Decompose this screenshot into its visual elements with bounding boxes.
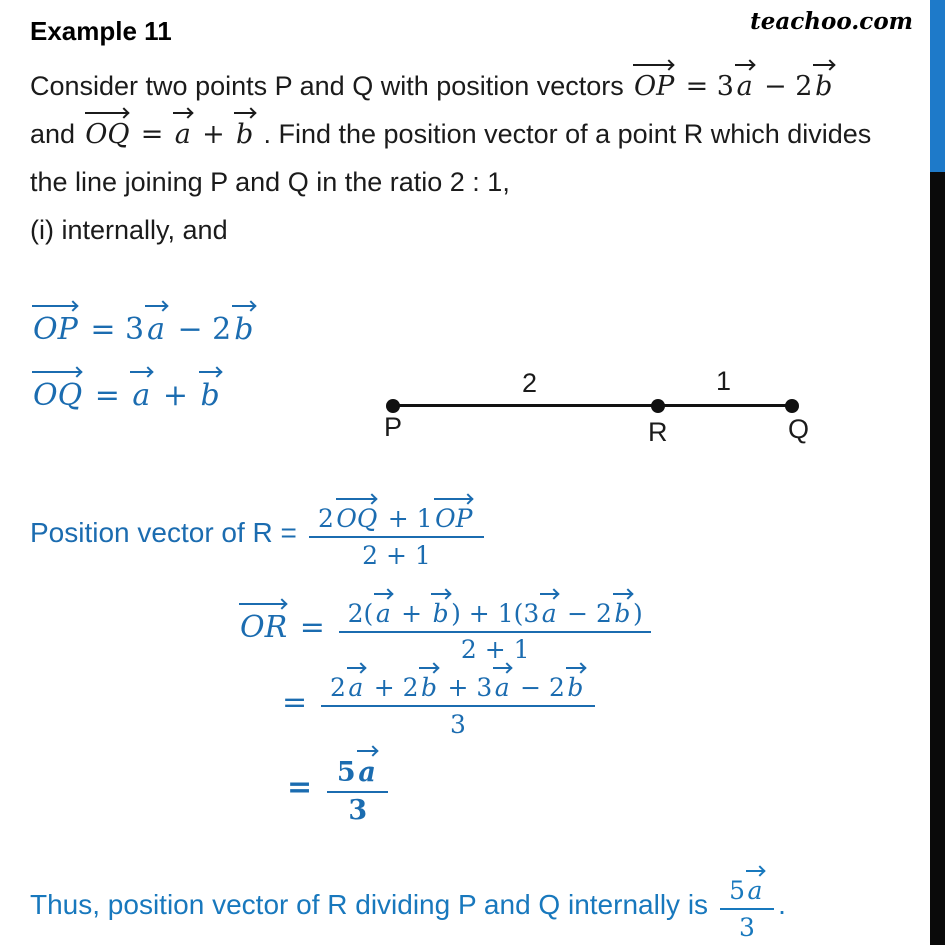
vector-symbol: b: [567, 672, 584, 702]
fraction-denominator: [362, 538, 431, 571]
vector-symbol: OP: [634, 71, 675, 102]
math-run: − 2: [512, 672, 565, 702]
point-q-label: Q: [788, 414, 810, 444]
fraction-numerator: [720, 867, 773, 910]
problem-line-1: [30, 62, 835, 110]
math-run: +: [153, 378, 198, 413]
vector-arrow-icon: [746, 870, 763, 872]
vector-arrow-icon: [431, 593, 449, 595]
vector-b: [231, 312, 256, 347]
result-equation: [287, 748, 393, 826]
conclusion-line: [30, 870, 786, 940]
fraction-denominator: [739, 910, 755, 943]
text-run: Thus, position vector of R dividing P and Q internally is: [30, 889, 716, 920]
math-run: − 2: [755, 71, 813, 102]
ratio-label-right: 1: [716, 366, 732, 396]
brand-logo: teachoo.com: [750, 8, 913, 35]
right-edge-blue-bar: [930, 0, 945, 172]
text-run: and: [30, 119, 83, 149]
position-vector-formula: [30, 495, 488, 571]
problem-line-3: [30, 158, 510, 206]
vector-arrow-icon: [613, 593, 631, 595]
vector-arrow-icon: [540, 593, 557, 595]
vector-b: [233, 121, 256, 148]
vector-symbol: OQ: [336, 503, 378, 533]
math-run: =: [287, 769, 323, 805]
math-run: − 2: [559, 599, 612, 629]
point-r-dot: [651, 399, 665, 413]
math-run: = 3: [80, 312, 145, 347]
fraction: [309, 495, 483, 571]
vector-a: [144, 312, 168, 347]
math-run: 5: [336, 756, 356, 788]
fraction: [321, 664, 595, 740]
ratio-label-left: 2: [522, 368, 538, 398]
vector-arrow-icon: [130, 371, 151, 373]
vector-arrow-icon: [173, 112, 191, 114]
vector-symbol: a: [375, 599, 391, 629]
right-edge-black-bar: [930, 172, 945, 945]
vector-a: [539, 599, 559, 629]
vector-a: [356, 756, 379, 788]
given-oq-formula: [30, 378, 223, 413]
vector-arrow-icon: [85, 112, 128, 114]
vector-symbol: b: [421, 672, 438, 702]
math-run: =: [132, 119, 173, 150]
vector-symbol: a: [147, 312, 165, 347]
vector-op: [631, 73, 677, 100]
vector-oq: [30, 378, 85, 413]
point-p-label: P: [384, 412, 403, 442]
vector-arrow-icon: [434, 498, 470, 500]
math-run: + 3: [439, 672, 493, 702]
math-run: 2: [317, 503, 334, 533]
vector-symbol: a: [747, 875, 763, 905]
vector-or: [237, 609, 290, 645]
vector-symbol: a: [174, 119, 191, 150]
vector-symbol: b: [815, 71, 833, 102]
vector-b: [565, 672, 586, 702]
vector-arrow-icon: [566, 667, 584, 669]
math-run: 2 + 1: [362, 540, 431, 570]
point-r-label: R: [648, 417, 668, 447]
vector-arrow-icon: [419, 667, 437, 669]
vector-arrow-icon: [336, 498, 376, 500]
vector-symbol: a: [132, 378, 151, 413]
text-run: Consider two points P and Q with position vectors: [30, 71, 632, 101]
vector-a: [129, 378, 153, 413]
vector-arrow-icon: [735, 64, 753, 66]
math-run: 2: [329, 672, 346, 702]
vector-symbol: OQ: [85, 119, 130, 150]
vector-symbol: a: [494, 672, 510, 702]
text-run: (i) internally, and: [30, 215, 228, 245]
vector-arrow-icon: [357, 750, 377, 752]
vector-a: [492, 672, 512, 702]
vector-arrow-icon: [32, 371, 79, 373]
given-op-formula: [30, 312, 256, 347]
point-p-dot: [386, 399, 400, 413]
vector-symbol: a: [358, 756, 376, 788]
vector-arrow-icon: [239, 603, 285, 605]
vector-b: [812, 73, 835, 100]
vector-symbol: b: [614, 599, 631, 629]
problem-line-4: [30, 206, 228, 254]
vector-oq: [334, 503, 380, 533]
vector-a: [745, 875, 765, 905]
vector-oq: [83, 121, 133, 148]
problem-line-2: [30, 110, 871, 158]
vector-arrow-icon: [813, 64, 833, 66]
segment-pq: [393, 404, 792, 407]
page-title: Example 11: [30, 16, 172, 46]
fraction-numerator: [339, 591, 652, 633]
vector-symbol: OP: [33, 312, 78, 347]
vector-arrow-icon: [32, 305, 76, 307]
vector-symbol: OQ: [33, 378, 83, 413]
vector-a: [346, 672, 366, 702]
fraction-denominator: [348, 793, 367, 827]
simplified-equation: [282, 660, 599, 744]
text-run: . Find the position vector of a point R which divides: [255, 119, 872, 149]
math-run: 3: [449, 709, 466, 739]
vector-symbol: b: [235, 119, 254, 150]
math-run: + 2: [365, 672, 419, 702]
vector-symbol: OR: [240, 609, 288, 645]
vector-symbol: a: [736, 71, 753, 102]
vector-b: [198, 378, 223, 413]
math-run: + 1: [379, 503, 433, 533]
vector-symbol: OP: [435, 503, 473, 533]
vector-a: [734, 73, 755, 100]
math-run: 2 + 1: [460, 635, 530, 665]
vector-arrow-icon: [633, 64, 672, 66]
vector-arrow-icon: [493, 667, 510, 669]
fraction-denominator: [450, 707, 466, 740]
fraction-numerator: [309, 495, 483, 538]
math-run: 5: [729, 875, 745, 905]
fraction-numerator: [321, 664, 595, 707]
text-run: Position vector of R =: [30, 517, 305, 548]
text-run: .: [778, 889, 786, 920]
vector-symbol: b: [432, 599, 449, 629]
vector-arrow-icon: [232, 305, 254, 307]
vector-arrow-icon: [199, 371, 221, 373]
vector-symbol: a: [348, 672, 364, 702]
vector-op: [433, 503, 475, 533]
math-run: 3: [739, 912, 755, 942]
math-run: 3: [348, 795, 368, 827]
vector-op: [30, 312, 81, 347]
math-run: =: [85, 378, 130, 413]
math-run: ) + 1(3: [451, 599, 540, 629]
vector-symbol: b: [234, 312, 254, 347]
math-run: 2(: [347, 599, 374, 629]
vector-a: [373, 599, 393, 629]
fraction: [327, 748, 388, 827]
math-run: +: [193, 119, 234, 150]
text-run: the line joining P and Q in the ratio 2 : 1,: [30, 167, 510, 197]
math-run: =: [290, 610, 335, 645]
point-q-dot: [785, 399, 799, 413]
math-run: = 3: [677, 71, 734, 102]
vector-arrow-icon: [347, 667, 364, 669]
vector-arrow-icon: [234, 112, 254, 114]
fraction-numerator: [327, 748, 388, 793]
math-run: +: [393, 599, 431, 629]
math-run: =: [282, 684, 317, 720]
math-run: ): [632, 599, 643, 629]
vector-b: [419, 672, 440, 702]
vector-symbol: b: [200, 378, 220, 413]
vector-b: [430, 599, 451, 629]
vector-symbol: a: [541, 599, 557, 629]
vector-b: [612, 599, 633, 629]
vector-arrow-icon: [374, 593, 391, 595]
fraction: [339, 591, 652, 665]
math-run: − 2: [167, 312, 232, 347]
fraction: [720, 867, 773, 943]
vector-a: [172, 121, 193, 148]
vector-arrow-icon: [145, 305, 166, 307]
